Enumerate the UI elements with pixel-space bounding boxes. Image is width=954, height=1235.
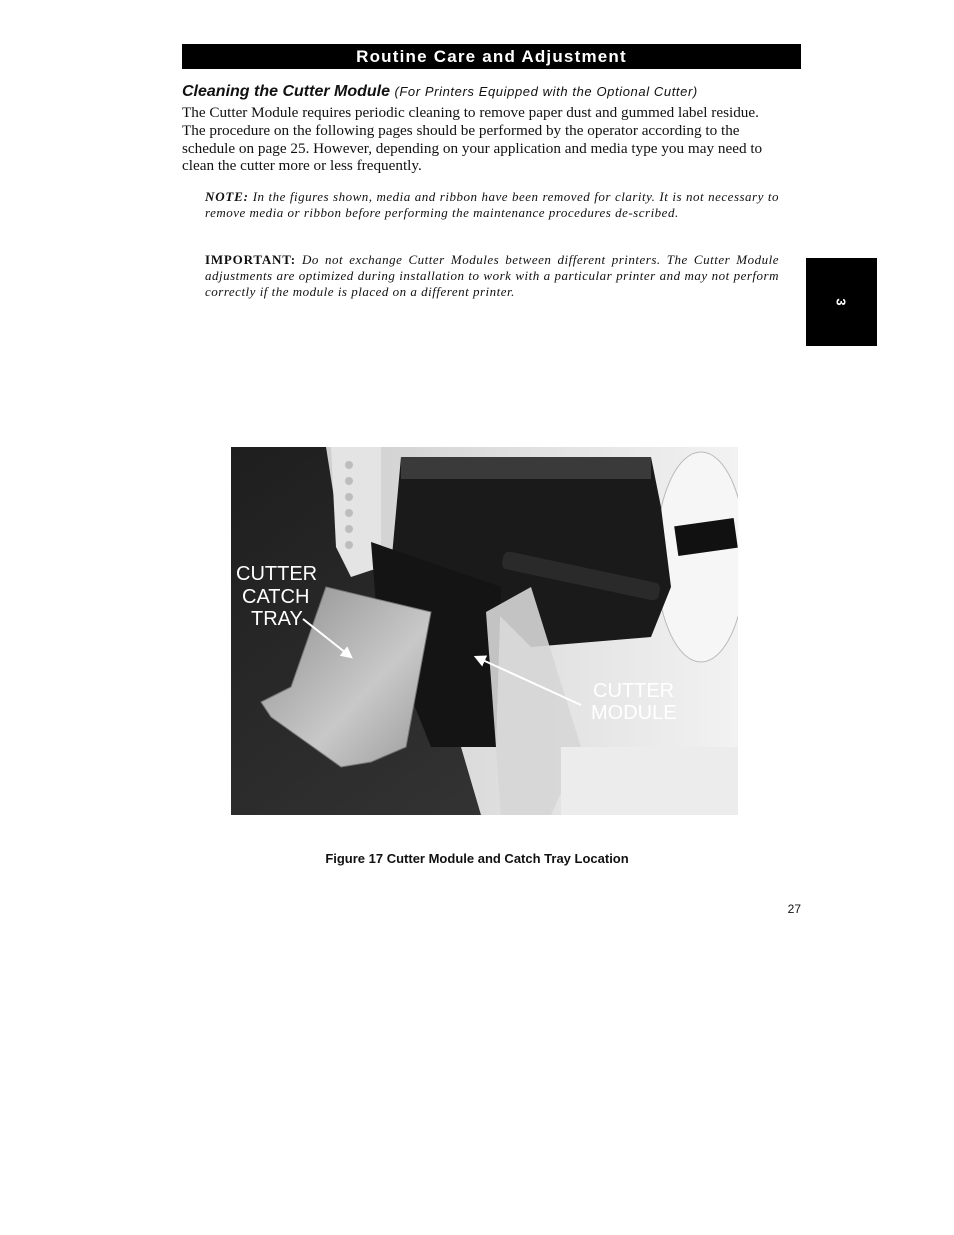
chapter-header: Routine Care and Adjustment: [182, 44, 801, 69]
section-title: Cleaning the Cutter Module: [182, 83, 390, 100]
note-text: In the figures shown, media and ribbon have been removed for clarity. It is not necessary to remove media or ribbon before performing the maintenance procedures de-scribed.: [205, 189, 779, 220]
important-text: Do not exchange Cutter Modules between different printers. The Cutter Module adjustments are optimized during installation to work with a particular printer and may not perform correctly if the module is placed on a different printer.: [205, 252, 780, 299]
chapter-number: 3: [833, 298, 849, 306]
important-block: [205, 252, 779, 300]
mechanism-roller: [401, 457, 651, 479]
section-body: The Cutter Module requires periodic cleaning to remove paper dust and gummed label residue. The procedure on the following pages should be performed by the operator according to the schedule on page 25. However, depending on your application and media type you may need to clean the cutter more or less frequently.: [182, 104, 763, 175]
section-subtitle: (For Printers Equipped with the Optional Cutter): [394, 84, 698, 99]
printer-base: [561, 747, 738, 815]
important-label: IMPORTANT:: [205, 252, 296, 267]
module-label-line2: MODULE: [591, 702, 677, 724]
figure-caption: Figure 17 Cutter Module and Catch Tray Location: [325, 851, 629, 866]
figure-photo: [231, 447, 738, 815]
note-block: [205, 189, 779, 221]
tray-label-line1: CUTTER: [236, 563, 318, 585]
note-label: NOTE:: [205, 189, 249, 204]
tray-label-line3: TRAY: [251, 608, 303, 630]
tray-label-line2: CATCH: [242, 586, 310, 608]
page-number: 27: [787, 902, 801, 916]
section-heading: [182, 83, 802, 101]
module-label-line1: CUTTER: [593, 680, 675, 702]
chapter-side-tab: [806, 258, 877, 346]
